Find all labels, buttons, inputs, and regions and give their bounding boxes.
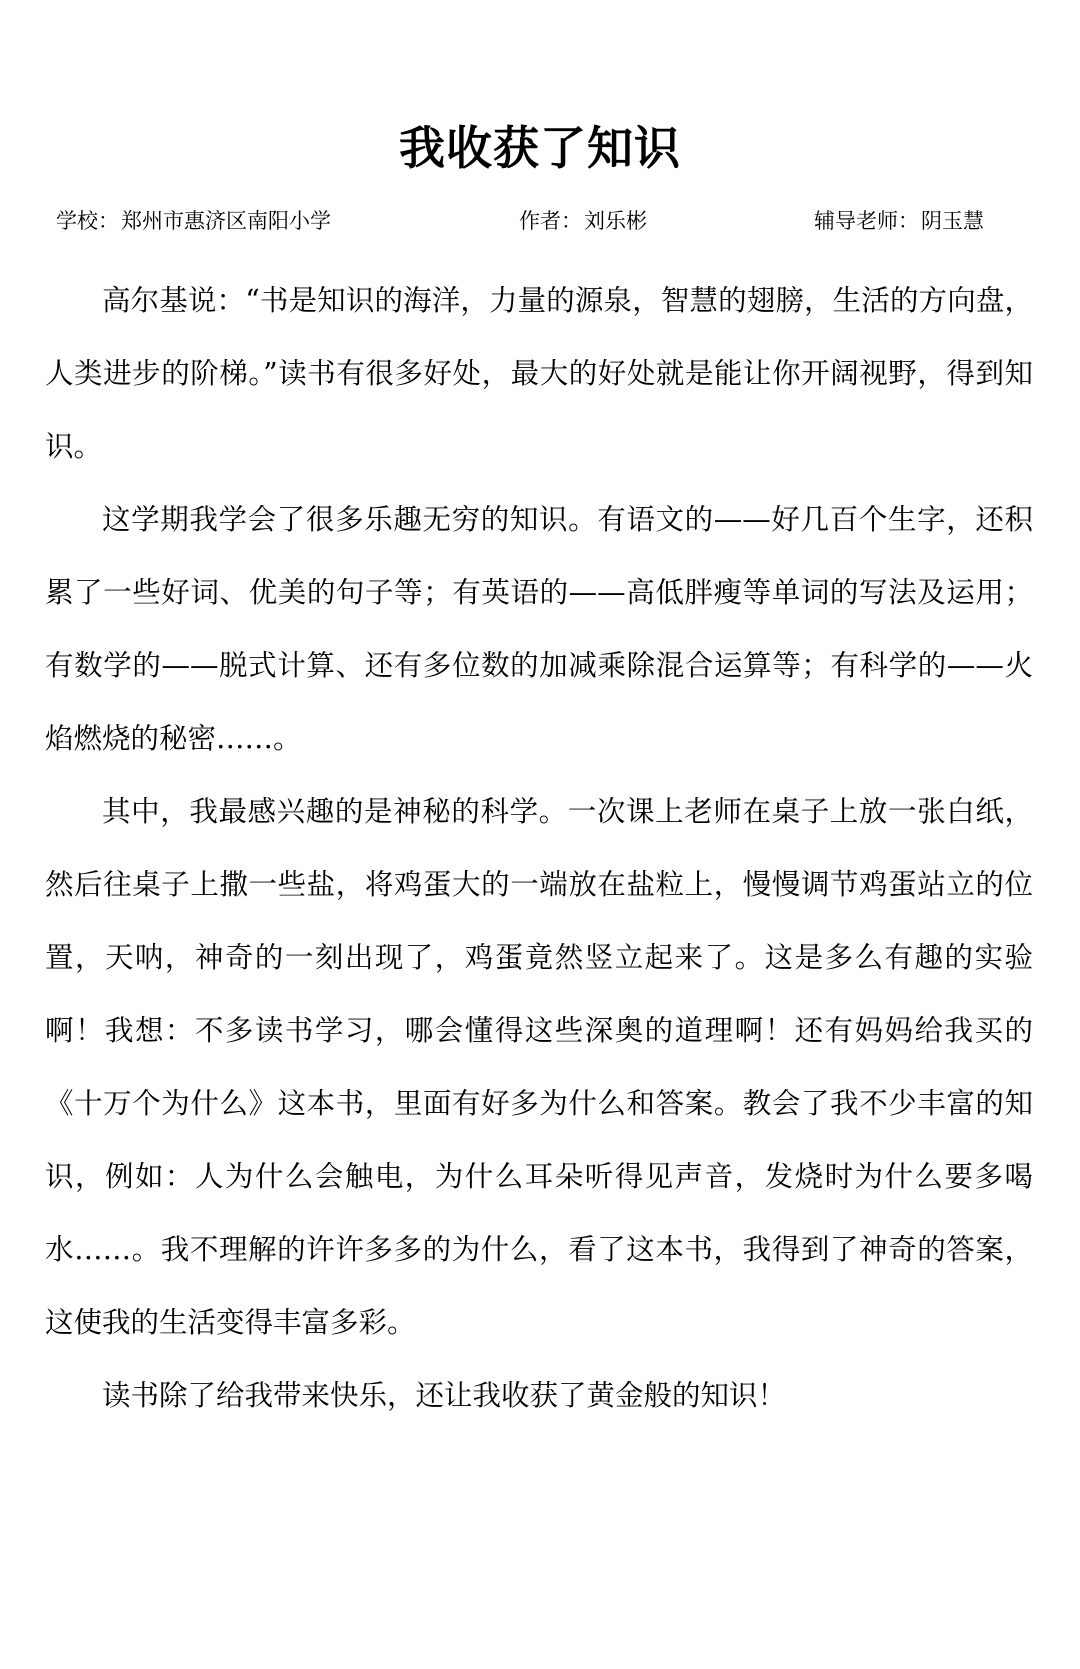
paragraph-1: 高尔基说：“书是知识的海洋，力量的源泉，智慧的翅膀，生活的方向盘，人类进步的阶梯。”读书有很多好处，最大的好处就是能让你开阔视野，得到知识。 <box>45 284 1033 463</box>
essay-body <box>45 264 1033 1432</box>
school-name: 郑州市惠济区南阳小学 <box>121 209 331 233</box>
teacher-info <box>814 206 984 236</box>
school-info <box>56 206 331 236</box>
author-label: 作者： <box>519 209 582 233</box>
teacher-name: 阴玉慧 <box>921 209 984 233</box>
paragraph-4: 读书除了给我带来快乐，还让我收获了黄金般的知识！ <box>102 1379 787 1412</box>
teacher-label: 辅导老师： <box>814 209 919 233</box>
paragraph-2: 这学期我学会了很多乐趣无穷的知识。有语文的——好几百个生字，还积累了一些好词、优美的句子等；有英语的——高低胖瘦等单词的写法及运用；有数学的——脱式计算、还有多位数的加减乘除混合运算等；有科学的——火焰燃烧的秘密……。 <box>45 503 1033 755</box>
document-title: 我收获了知识 <box>399 121 681 175</box>
paragraph-3: 其中，我最感兴趣的是神秘的科学。一次课上老师在桌子上放一张白纸，然后往桌子上撒一些盐，将鸡蛋大的一端放在盐粒上，慢慢调节鸡蛋站立的位置，天呐，神奇的一刻出现了，鸡蛋竟然竖立起来了。这是多么有趣的实验啊！我想：不多读书学习，哪会懂得这些深奥的道理啊！还有妈妈给我买的《十万个为什么》这本书，里面有好多为什么和答案。教会了我不少丰富的知识，例如：人为什么会触电，为什么耳朵听得见声音，发烧时为什么要多喝水……。我不理解的许许多多的为什么，看了这本书，我得到了神奇的答案，这使我的生活变得丰富多彩。 <box>45 795 1033 1339</box>
author-name: 刘乐彬 <box>584 209 647 233</box>
author-info <box>519 206 647 236</box>
school-label: 学校： <box>56 209 119 233</box>
